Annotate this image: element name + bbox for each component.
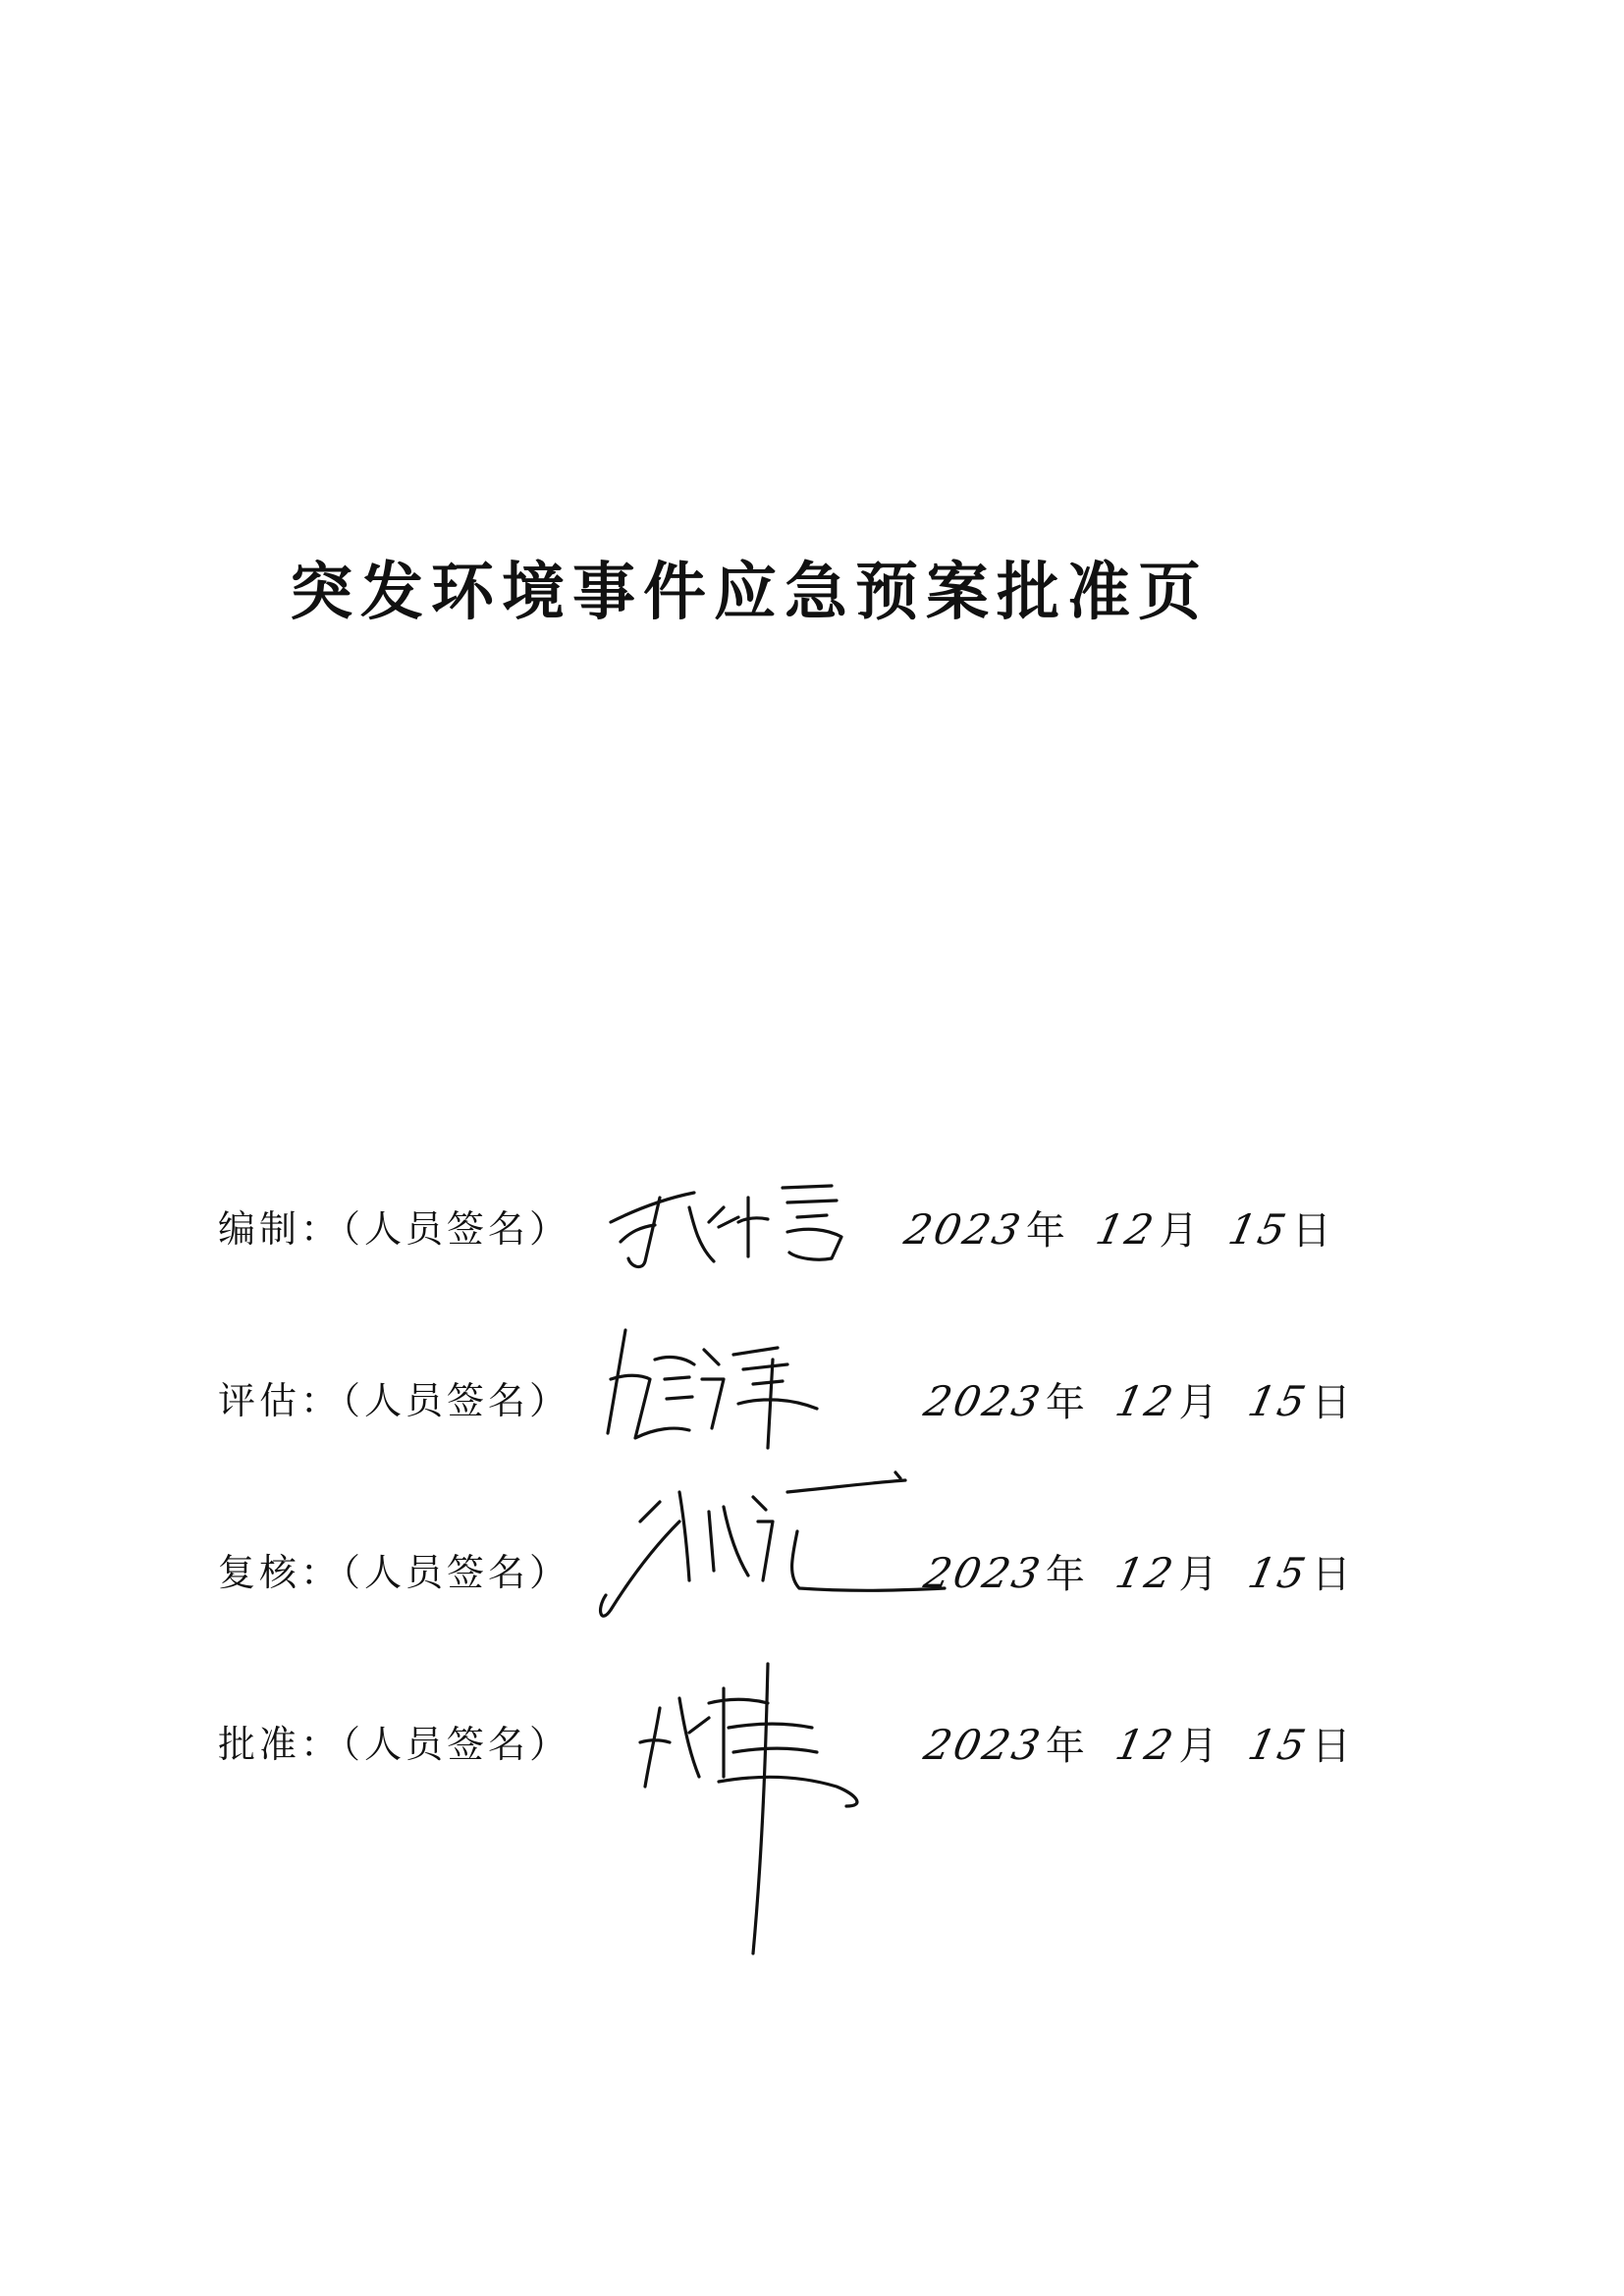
date-approved bbox=[919, 1721, 1357, 1770]
date-year-unit: 年 bbox=[1045, 1724, 1085, 1769]
row-assessed-by bbox=[218, 1360, 1377, 1448]
signature-assessor bbox=[596, 1320, 832, 1458]
date-year-unit: 年 bbox=[1045, 1380, 1085, 1425]
date-month: 12 bbox=[1110, 1721, 1180, 1769]
row-label: 批准：（人员签名） bbox=[218, 1723, 571, 1766]
date-year: 2023 bbox=[899, 1205, 1028, 1254]
date-year: 2023 bbox=[919, 1721, 1048, 1769]
signature-reviewer bbox=[542, 1463, 954, 1629]
date-year: 2023 bbox=[919, 1549, 1048, 1597]
row-approved-by bbox=[218, 1703, 1377, 1791]
date-compiled bbox=[899, 1205, 1337, 1255]
date-day: 15 bbox=[1244, 1721, 1314, 1769]
date-day: 15 bbox=[1224, 1205, 1294, 1254]
date-day: 15 bbox=[1244, 1549, 1314, 1597]
date-month: 12 bbox=[1091, 1205, 1161, 1254]
signature-compiler bbox=[601, 1168, 866, 1286]
row-label: 复核：（人员签名） bbox=[218, 1551, 571, 1594]
date-day-unit: 日 bbox=[1291, 1208, 1331, 1254]
signature-approver bbox=[630, 1649, 925, 1973]
date-day: 15 bbox=[1244, 1377, 1314, 1425]
page-title: 突发环境事件应急预案批准页 bbox=[290, 557, 1209, 629]
date-month-unit: 月 bbox=[1178, 1724, 1218, 1769]
row-label: 评估：（人员签名） bbox=[218, 1379, 571, 1422]
row-compiled-by bbox=[218, 1188, 1377, 1276]
date-day-unit: 日 bbox=[1311, 1552, 1351, 1597]
date-year-unit: 年 bbox=[1025, 1208, 1065, 1254]
date-month: 12 bbox=[1110, 1549, 1180, 1597]
date-month-unit: 月 bbox=[1178, 1552, 1218, 1597]
date-month-unit: 月 bbox=[1159, 1208, 1199, 1254]
date-year: 2023 bbox=[919, 1377, 1048, 1425]
row-label: 编制：（人员签名） bbox=[218, 1207, 571, 1251]
date-year-unit: 年 bbox=[1045, 1552, 1085, 1597]
date-assessed bbox=[919, 1377, 1357, 1426]
date-month-unit: 月 bbox=[1178, 1380, 1218, 1425]
date-month: 12 bbox=[1110, 1377, 1180, 1425]
date-day-unit: 日 bbox=[1311, 1724, 1351, 1769]
date-day-unit: 日 bbox=[1311, 1380, 1351, 1425]
date-reviewed bbox=[919, 1549, 1357, 1598]
row-reviewed-by bbox=[218, 1531, 1377, 1620]
